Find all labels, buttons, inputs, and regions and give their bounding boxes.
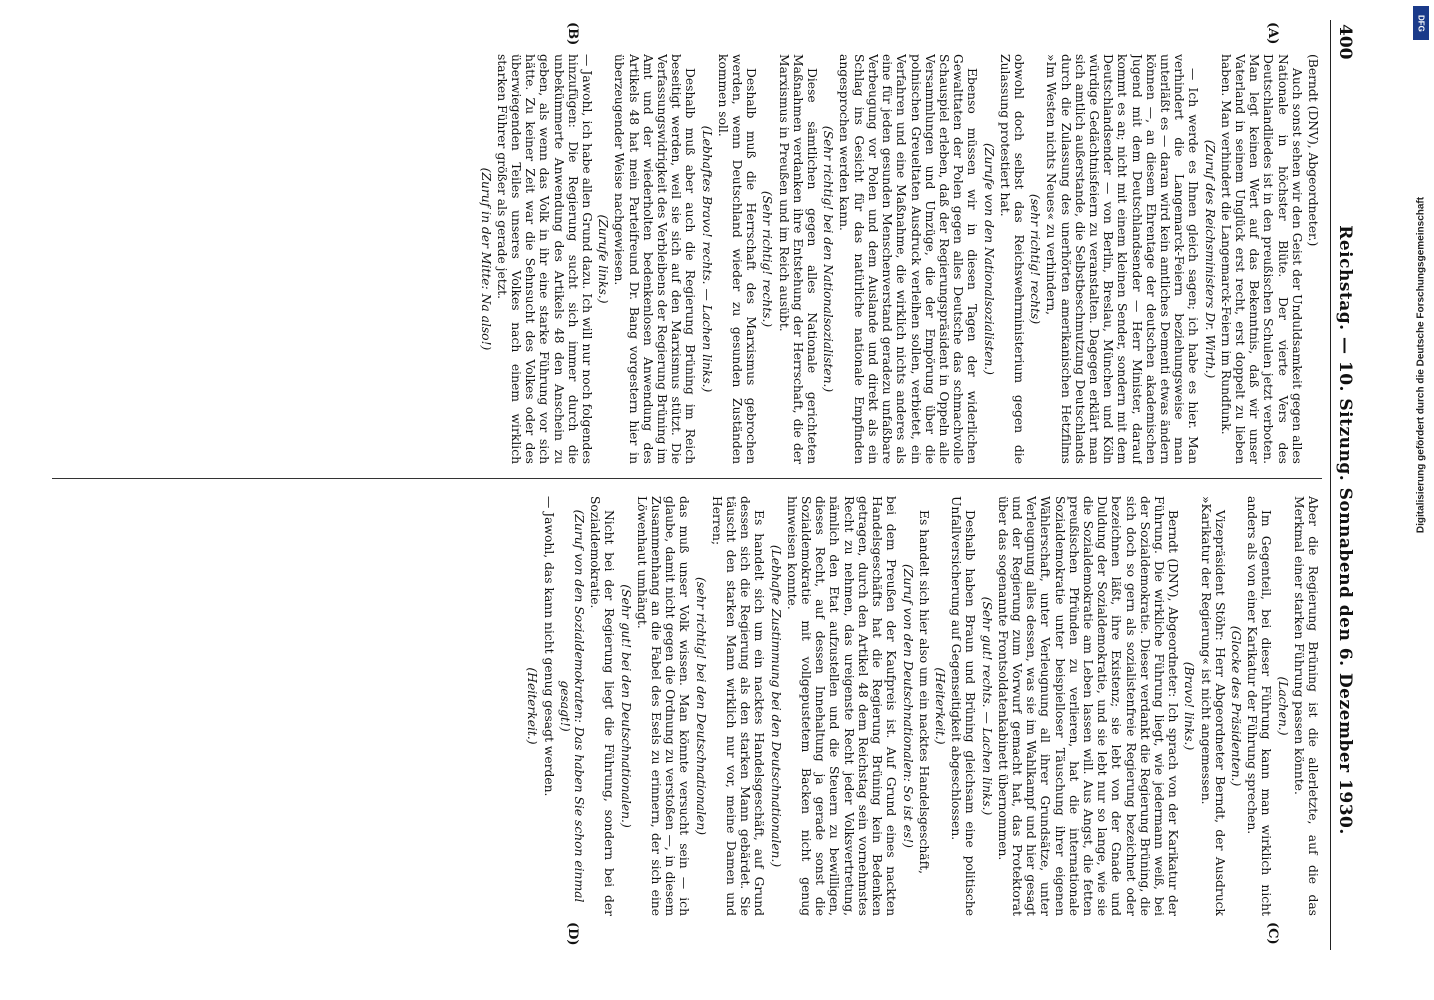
interjection: (sehr richtig! rechts) [1028,193,1043,325]
page-header [1330,20,1370,950]
dfg-logo: DFG [1413,6,1429,40]
interjection: (Lebhaftes Bravo! rechts. — Lachen links.) [699,125,714,393]
speech-paragraph: bei dem Preußen der Kaufpreis ist. Auf Grund eines nackten Handelsgeschäfts hat die Regierung Brüning kein Bedenken getragen, durch den Artikel 48 dem Reichstag sein vornehmstes Recht zu nehmen, das ureigenste Recht jeder Volksvertretung, nämlich den Etat aufzustellen und die Steuern zu bewilligen, dieses Recht, auf dessen Innehaltung ja gerade sonst die Sozialdemokratie mit vollgepustetem Backen nicht genug hinweisen konnte. [784,496,899,916]
speech-paragraph: — Ich werde es Ihnen gleich sagen; ich habe es hier. Man verhindert die Langemarck-Feiern beziehungsweise man unterläßt es — daran wird kein amtliches Dementi etwas ändern können —, an diesem Ehrentage der deutschen akademischen Jugend mit dem Deutschlandsender — Herr Minister, darauf kommt es an; nicht mit einem kleinen Sender, sondern mit dem Deutschlandsender — von Berlin, Breslau, München und Köln würdige Gedächtnisfeiern zu veranstalten. Dagegen erklärt man sich amtlich außerstande, die Selbstbeschmutzung Deutschlands durch die Zulassung des unerhörten amerikanischen Hetzfilms »Im Westen nichts Neues« zu verhindern, [1044,54,1201,464]
margin-mark-c: (C) [1265,922,1280,945]
interjection: (Zurufe von den Nationalsozialisten.) [981,143,996,375]
margin-mark-a: (A) [1265,22,1280,45]
interjection: (Lebhafte Zustimmung bei den Deutschnationalen.) [768,544,783,868]
speech-paragraph: das muß unser Volk wissen. Man könnte versucht sein — ich glaube, damit nicht gegen die Ordnung zu verstoßen —, in diesem Zusammenhang an die Fabel des Esels zu erinnern, der sich eine Löwenhaut umhängt. [634,496,692,916]
speech-paragraph: — Jawohl, das kann nicht genug gesagt werden. [541,496,556,797]
interjection: (Bravo! links.) [1182,661,1197,751]
speaker-line: (Berndt (DNV), Abgeordneter.) [1306,54,1320,247]
interjection: (Zuruf von den Sozialdemokraten: Das haben Sie schon einmal gesagt!) [557,509,587,903]
interjection: (Sehr gut! bei den Deutschnationalen.) [618,584,633,828]
speech-paragraph: Berndt (DNV), Abgeordneter: Ich sprach von der Karikatur der Führung. Die wirkliche Führung liegt, wie jedermann weiß, bei der Sozialdemokratie. Dieser verdankt die Regierung Brüning, die sich doch so gern als sozialistenfreie Regierung bezeichnet oder bezeichnen läßt, ihre Existenz; sie lebt von der Gnade und Duldung der Sozialdemokratie, und sie lebt nur so lange, wie sie die Sozialdemokratie am Leben lassen will. Aus Angst, die fetten preußischen Pfründen zu verlieren, hat die internationale Sozialdemokratie unter beispielloser Täuschung ihrer eigenen Wählerschaft, unter Verleugnung all ihrer Grundsätze, unter Verleugnung alles dessen, was sie im Wahlkampf und hier gesagt und der Regierung zum Vorwurf gemacht hat, das Protektorat über das sogenannte Frontsoldatenkabinett übernommen. [995,496,1181,916]
speech-paragraph: Diese sämtlichen gegen alles Nationale gerichteten Maßnahmen verdanken ihre Entstehung der Herrschaft, die der Marxismus in Preußen und im Reich ausübt. [776,54,820,464]
speech-paragraph: Es handelt sich hier also um ein nacktes Handelsgeschäft, [916,510,931,874]
margin-mark-d: (D) [565,922,580,946]
speech-paragraph: Vizepräsident Stöhr: Herr Abgeordneter Berndt, der Ausdruck »Karikatur der Regierung« ist nicht angemessen. [1198,496,1227,916]
interjection: (Zuruf in der Mitte: Na also!) [478,167,493,351]
speech-paragraph: obwohl doch selbst das Reichswehrministerium gegen die Zulassung protestiert hat. [997,54,1026,464]
speech-paragraph: Deshalb muß die Herrschaft des Marxismus gebrochen werden, wenn Deutschland wieder zu gesunden Zuständen kommen soll. [715,54,759,464]
rotated-document-page [40,20,1370,950]
right-text-column [50,496,1320,916]
speech-paragraph: Es handelt sich um ein nacktes Handelsgeschäft, auf Grund dessen sich die Regierung als den starken Mann gebärdet. Sie täuscht den starken Mann wirklich nur vor, meine Damen und Herren; [709,496,767,916]
speech-paragraph: Deshalb haben Braun und Brüning gleichsam eine politische Unfallversicherung auf Gegenseitigkeit abgeschlossen. [949,496,978,916]
interjection: (Zuruf des Reichsministers Dr. Wirth.) [1202,139,1217,379]
interjection: (Heiterkeit.) [525,667,540,745]
page-title: Reichstag. — 10. Sitzung. Sonnabend den 6. Dezember 1930. [1335,225,1355,835]
digitization-credit [1414,20,1428,710]
interjection: (Sehr richtig! rechts.) [760,190,775,328]
left-text-column [50,54,1320,464]
speech-paragraph: Aber die Regierung Brüning ist die allerletzte, auf die das Merkmal einer starken Führung passen könnte. [1291,496,1320,916]
speech-paragraph: Nicht bei der Regierung liegt die Führung, sondern bei der Sozialdemokratie. [588,496,617,916]
margin-mark-b: (B) [565,22,580,46]
interjection: (sehr richtig! bei den Deutschnationalen) [693,576,708,836]
interjection: (Sehr gut! rechts. — Lachen links.) [979,596,994,816]
interjection: (Glocke des Präsidenten.) [1228,625,1243,787]
speech-paragraph: — Jawohl, ich habe allen Grund dazu. Ich will nur noch folgendes hinzufügen: Die Regierung sucht sich immer durch die unbekümmerte Anwendung des Artikels 48 den Anschein zu geben, als wenn das Volk in ihr eine starke Führung vor sich hätte. Zu keiner Zeit war die Sehnsucht des Volkes oder des überwiegenden Teiles unseres Volkes nach einem wirklich starken Führer größer als gerade jetzt. [494,54,595,464]
speech-paragraph: Deshalb muß aber auch die Regierung Brüning im Reich beseitigt werden, weil sie sich auf den Marxismus stützt. Die Verfassungswidrigkeit des Verbleibens der Regierung Brüning im Amt und der wiederholten bedenkenlosen Anwendung des Artikels 48 hat mein Parteifreund Dr. Bang vorgestern hier in überzeugender Weise nachgewiesen. [612,54,698,464]
interjection: (Zurufe links.) [596,214,611,304]
speech-paragraph: Auch sonst sehen wir den Geist der Unduldsamkeit gegen alles Nationale in höchster Blüte. Der vierte Vers des Deutschlandliedes ist in den preußischen Schulen jetzt verboten. Man legt keinen Wert auf das Bekenntnis, daß wir unser Vaterland in seinem Unglück erst recht, erst doppelt zu lieben haben. Man verhindert die Langemarck-Feiern im Rundfunk. [1218,54,1304,464]
interjection: (Sehr richtig! bei den Nationalsozialisten.) [821,125,836,393]
column-divider [52,478,1322,479]
interjection: (Lachen.) [1275,676,1290,736]
credit-text: Digitalisierung gefördert durch die Deutsche Forschungsgemeinschaft [1415,196,1427,534]
interjection: (Heiterkeit.) [932,667,947,745]
page-number: 400 [1335,24,1355,60]
interjection: (Zuruf von den Deutschnationalen: So ist es!) [900,564,915,848]
speech-paragraph: Im Gegenteil, bei dieser Führung kann man wirklich nicht anders als von einer Karikatur der Führung sprechen. [1245,496,1274,916]
speech-paragraph: Ebenso müssen wir in diesen Tagen der widerlichen Gewalttaten der Polen gegen alles Deutsche das schmachvolle Schauspiel erleben, daß der Regierungspräsident in Oppeln alle Versammlungen und Umzüge, die der Empörung über die polnischen Greueltaten Ausdruck verleihen sollen, verbietet, ein Verfahren und eine Maßnahme, die wirklich nichts anderes als eine für jeden gesunden Menschenverstand geradezu unfaßbare Verbeugung vor Polen und dem Auslande und direkt als ein Schlag ins Gesicht für das natürliche nationale Empfinden angesprochen werden kann. [837,54,980,464]
